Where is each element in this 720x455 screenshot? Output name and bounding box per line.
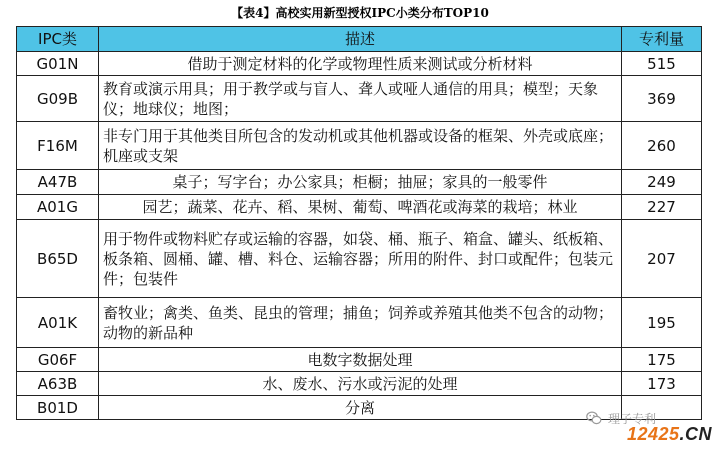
header-description: 描述 bbox=[99, 27, 622, 52]
ipc-code-cell: A47B bbox=[17, 170, 99, 195]
ipc-code-cell: B01D bbox=[17, 396, 99, 420]
table-row bbox=[17, 220, 702, 298]
count-cell: 369 bbox=[622, 76, 702, 122]
table-row bbox=[17, 170, 702, 195]
count-cell: 173 bbox=[622, 372, 702, 396]
ipc-code-cell: B65D bbox=[17, 220, 99, 298]
table-row bbox=[17, 298, 702, 348]
table-row bbox=[17, 372, 702, 396]
description-cell: 桌子；写字台；办公家具；柜橱；抽屉；家具的一般零件 bbox=[99, 170, 622, 195]
table-row bbox=[17, 122, 702, 170]
ipc-code-cell: A63B bbox=[17, 372, 99, 396]
wechat-icon bbox=[586, 410, 602, 426]
header-patent-count: 专利量 bbox=[622, 27, 702, 52]
ipc-table bbox=[16, 26, 702, 420]
site-logo bbox=[627, 424, 712, 445]
count-cell: 249 bbox=[622, 170, 702, 195]
ipc-code-cell: F16M bbox=[17, 122, 99, 170]
ipc-code-cell: A01K bbox=[17, 298, 99, 348]
description-cell: 分离 bbox=[99, 396, 622, 420]
table-row bbox=[17, 52, 702, 76]
description-cell: 借助于测定材料的化学或物理性质来测试或分析材料 bbox=[99, 52, 622, 76]
header-ipc-class: IPC类 bbox=[17, 27, 99, 52]
table-row bbox=[17, 195, 702, 220]
ipc-code-cell: A01G bbox=[17, 195, 99, 220]
table-header-row bbox=[17, 27, 702, 52]
count-cell: 195 bbox=[622, 298, 702, 348]
site-logo-main: 12425 bbox=[626, 424, 680, 444]
description-cell: 畜牧业；禽类、鱼类、昆虫的管理；捕鱼；饲养或养殖其他类不包含的动物；动物的新品种 bbox=[99, 298, 622, 348]
count-cell: 227 bbox=[622, 195, 702, 220]
table-row bbox=[17, 348, 702, 372]
description-cell: 用于物件或物料贮存或运输的容器，如袋、桶、瓶子、箱盒、罐头、纸板箱、板条箱、圆桶、罐、槽、料仓、运输容器；所用的附件、封口或配件；包装元件；包装件 bbox=[99, 220, 622, 298]
ipc-code-cell: G09B bbox=[17, 76, 99, 122]
count-cell: 175 bbox=[622, 348, 702, 372]
description-cell: 非专门用于其他类目所包含的发动机或其他机器或设备的框架、外壳或底座；机座或支架 bbox=[99, 122, 622, 170]
description-cell: 水、废水、污水或污泥的处理 bbox=[99, 372, 622, 396]
description-cell: 园艺；蔬菜、花卉、稻、果树、葡萄、啤酒花或海菜的栽培；林业 bbox=[99, 195, 622, 220]
site-logo-suffix: .CN bbox=[679, 424, 712, 444]
count-cell: 260 bbox=[622, 122, 702, 170]
table-caption: 【表4】高校实用新型授权IPC小类分布TOP10 bbox=[231, 6, 489, 20]
count-cell: 515 bbox=[622, 52, 702, 76]
table-row bbox=[17, 76, 702, 122]
description-cell: 电数字数据处理 bbox=[99, 348, 622, 372]
description-cell: 教育或演示用具；用于教学或与盲人、聋人或哑人通信的用具；模型；天象仪；地球仪；地图； bbox=[99, 76, 622, 122]
watermark-text: 理子专利 bbox=[608, 412, 657, 426]
ipc-code-cell: G01N bbox=[17, 52, 99, 76]
count-cell: 207 bbox=[622, 220, 702, 298]
ipc-code-cell: G06F bbox=[17, 348, 99, 372]
